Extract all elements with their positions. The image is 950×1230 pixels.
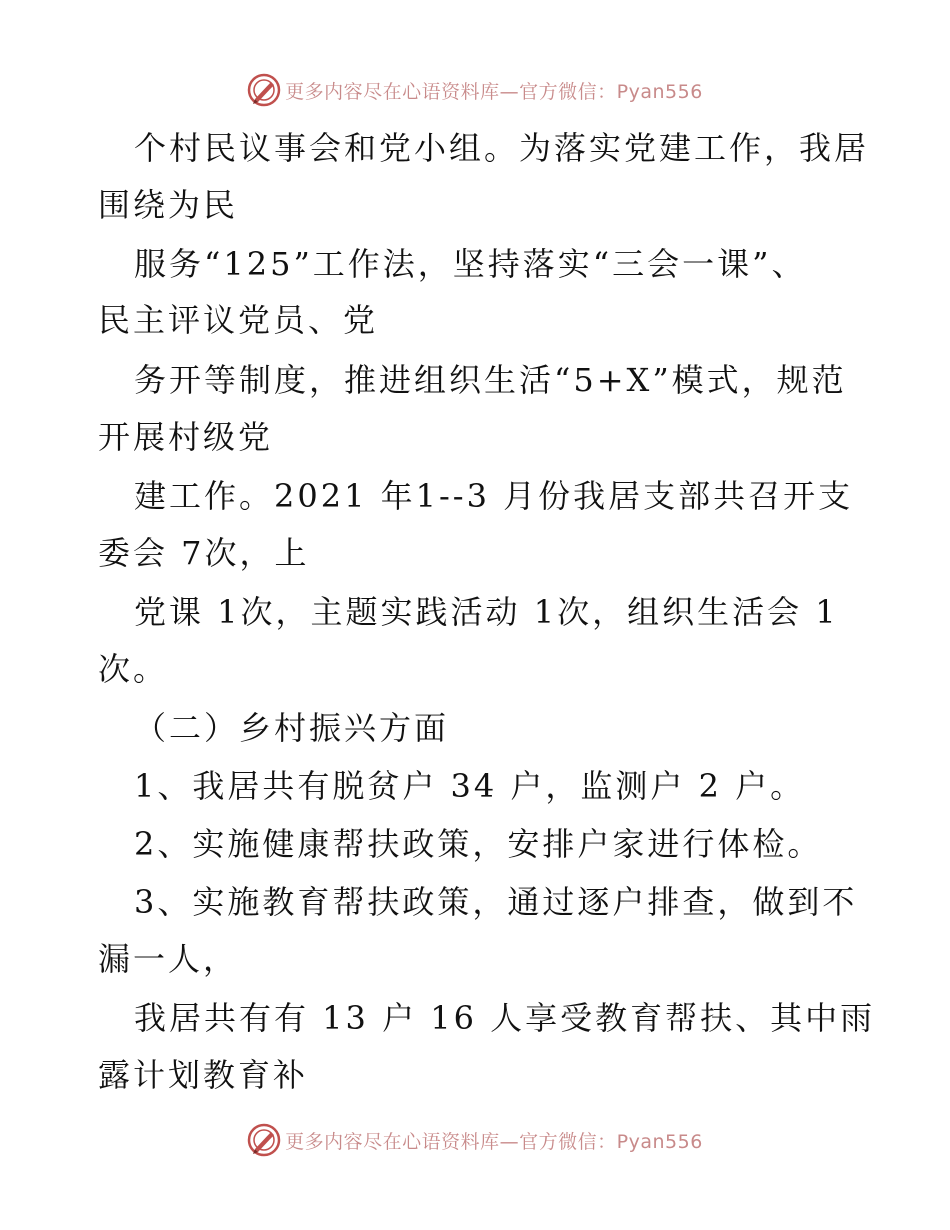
text-line: 3、实施教育帮扶政策，通过逐户排查，做到不 xyxy=(134,883,858,921)
pen-logo-icon xyxy=(247,73,281,107)
text-line: 1、我居共有脱贫户 34 户，监测户 2 户。 xyxy=(134,767,806,805)
text-line: 我居共有有 13 户 16 人享受教育帮扶、其中雨 xyxy=(134,999,876,1037)
watermark-text: 更多内容尽在心语资料库—官方微信：Pyan556 xyxy=(285,1130,703,1153)
text-line: 围绕为民 xyxy=(98,186,239,224)
watermark-banner-top xyxy=(0,70,950,110)
text-line: 委会 7次，上 xyxy=(98,534,310,572)
watermark-banner-bottom xyxy=(0,1120,950,1160)
text-line: 务开等制度，推进组织生活“5+X”模式，规范 xyxy=(134,361,847,399)
section-heading: （二）乡村振兴方面 xyxy=(134,709,450,747)
text-line: 民主评议党员、党 xyxy=(98,301,379,339)
text-line: 党课 1次，主题实践活动 1次，组织生活会 1 xyxy=(134,593,839,631)
text-line: 露计划教育补 xyxy=(98,1056,309,1094)
text-line: 次。 xyxy=(98,650,169,688)
text-line: 个村民议事会和党小组。为落实党建工作，我居 xyxy=(134,129,870,167)
text-line: 服务“125”工作法，坚持落实“三会一课”、 xyxy=(134,245,807,283)
watermark-text: 更多内容尽在心语资料库—官方微信：Pyan556 xyxy=(285,80,703,103)
text-line: 漏一人， xyxy=(98,940,239,978)
pen-logo-icon xyxy=(247,1123,281,1157)
text-line: 开展村级党 xyxy=(98,418,274,456)
text-line: 建工作。2021 年1--3 月份我居支部共召开支 xyxy=(134,477,854,515)
text-line: 2、实施健康帮扶政策，安排户家进行体检。 xyxy=(134,825,823,863)
